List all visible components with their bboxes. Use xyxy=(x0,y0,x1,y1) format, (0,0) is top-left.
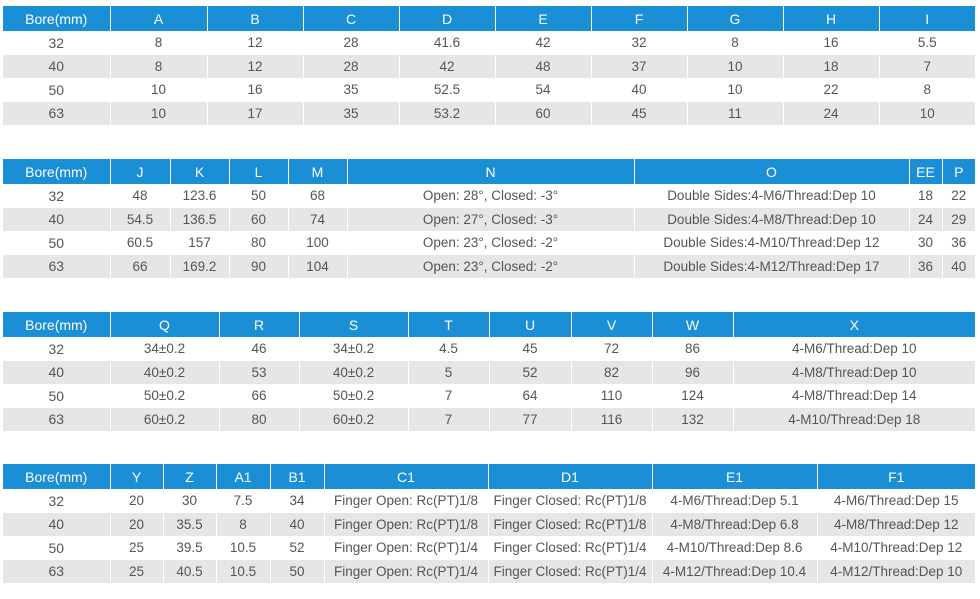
table-cell: 29 xyxy=(942,208,975,232)
table-cell: 52 xyxy=(270,536,324,560)
table-cell: 24 xyxy=(783,102,879,126)
column-header: F xyxy=(591,6,687,31)
table-cell: 34 xyxy=(270,489,324,513)
table-cell: 74 xyxy=(288,208,347,232)
table-cell: 8 xyxy=(110,31,207,55)
table-cell: 40±0.2 xyxy=(299,361,408,385)
table-cell: 36 xyxy=(909,255,942,279)
column-header: N xyxy=(347,159,634,184)
table-cell: 40 xyxy=(3,55,110,79)
table-row xyxy=(3,255,975,279)
table-row xyxy=(3,489,975,513)
column-header: X xyxy=(733,312,975,337)
dimension-table-3 xyxy=(3,312,975,431)
table-cell: 28 xyxy=(303,55,399,79)
table-cell: 53 xyxy=(219,361,299,385)
table-row xyxy=(3,78,975,102)
table-row xyxy=(3,102,975,126)
table-cell: 50 xyxy=(3,384,110,408)
table-cell: 8 xyxy=(110,55,207,79)
table-cell: 8 xyxy=(216,513,270,537)
dimension-table-4 xyxy=(3,464,975,583)
table-cell: Double Sides:4-M6/Thread:Dep 10 xyxy=(634,184,909,208)
table-cell: 4-M12/Thread:Dep 10 xyxy=(817,560,975,584)
column-header: A1 xyxy=(216,464,270,489)
table-cell: 96 xyxy=(652,361,733,385)
table-cell: 45 xyxy=(489,337,571,361)
column-header: T xyxy=(408,312,489,337)
column-header: D1 xyxy=(488,464,652,489)
column-header: P xyxy=(942,159,975,184)
table-cell: Open: 27°, Closed: -3° xyxy=(347,208,634,232)
table-cell: 42 xyxy=(399,55,495,79)
table-cell: 7 xyxy=(408,408,489,432)
table-cell: 50±0.2 xyxy=(110,384,219,408)
table-cell: 10 xyxy=(687,55,783,79)
table-cell: 40 xyxy=(591,78,687,102)
table-cell: 8 xyxy=(687,31,783,55)
table-cell: 4-M12/Thread:Dep 10.4 xyxy=(652,560,817,584)
table-cell: 63 xyxy=(3,255,110,279)
table-cell: 63 xyxy=(3,408,110,432)
table-cell: 30 xyxy=(909,231,942,255)
table-cell: 60±0.2 xyxy=(299,408,408,432)
table-cell: Double Sides:4-M8/Thread:Dep 10 xyxy=(634,208,909,232)
column-header: U xyxy=(489,312,571,337)
table-cell: 4-M10/Thread:Dep 12 xyxy=(817,536,975,560)
table-header-row xyxy=(3,464,975,489)
table-cell: 28 xyxy=(303,31,399,55)
table-cell: 39.5 xyxy=(163,536,216,560)
table-cell: 54 xyxy=(495,78,591,102)
table-cell: 110 xyxy=(571,384,652,408)
table-cell: 50 xyxy=(3,536,110,560)
table-cell: 60 xyxy=(229,208,288,232)
dimension-table-2 xyxy=(3,159,975,278)
table-cell: 68 xyxy=(288,184,347,208)
table-cell: 5 xyxy=(408,361,489,385)
table-cell: 169.2 xyxy=(170,255,229,279)
table-cell: 64 xyxy=(489,384,571,408)
table-cell: 45 xyxy=(591,102,687,126)
table-cell: 136.5 xyxy=(170,208,229,232)
table-cell: 16 xyxy=(783,31,879,55)
table-row xyxy=(3,361,975,385)
column-header: H xyxy=(783,6,879,31)
table-cell: 50 xyxy=(229,184,288,208)
column-header: EE xyxy=(909,159,942,184)
table-cell: 12 xyxy=(207,55,303,79)
table-cell: Finger Closed: Rc(PT)1/8 xyxy=(488,513,652,537)
table-cell: 41.6 xyxy=(399,31,495,55)
table-cell: 7 xyxy=(879,55,975,79)
table-header-row xyxy=(3,6,975,31)
table-cell: 4-M8/Thread:Dep 12 xyxy=(817,513,975,537)
column-header: Y xyxy=(110,464,163,489)
table-cell: Open: 23°, Closed: -2° xyxy=(347,231,634,255)
table-cell: 35.5 xyxy=(163,513,216,537)
table-cell: 10 xyxy=(687,78,783,102)
column-header: M xyxy=(288,159,347,184)
table-cell: 66 xyxy=(219,384,299,408)
table-cell: 35 xyxy=(303,102,399,126)
table-cell: 48 xyxy=(495,55,591,79)
table-cell: 52.5 xyxy=(399,78,495,102)
table-cell: 10 xyxy=(879,102,975,126)
table-cell: 32 xyxy=(3,184,110,208)
table-cell: 20 xyxy=(110,513,163,537)
table-cell: 80 xyxy=(219,408,299,432)
table-cell: 7.5 xyxy=(216,489,270,513)
table-cell: 40 xyxy=(3,513,110,537)
table-cell: 52 xyxy=(489,361,571,385)
table-cell: 22 xyxy=(942,184,975,208)
table-cell: 10 xyxy=(110,78,207,102)
table-cell: 66 xyxy=(110,255,170,279)
table-row xyxy=(3,184,975,208)
table-cell: Finger Closed: Rc(PT)1/8 xyxy=(488,489,652,513)
table-cell: 86 xyxy=(652,337,733,361)
table-cell: 32 xyxy=(3,337,110,361)
column-header: B xyxy=(207,6,303,31)
table-row xyxy=(3,55,975,79)
table-cell: 104 xyxy=(288,255,347,279)
dimension-table-1 xyxy=(3,6,975,125)
table-cell: 123.6 xyxy=(170,184,229,208)
table-cell: 4-M8/Thread:Dep 6.8 xyxy=(652,513,817,537)
table-cell: 132 xyxy=(652,408,733,432)
table-cell: 10.5 xyxy=(216,536,270,560)
table-row xyxy=(3,384,975,408)
table-cell: 32 xyxy=(591,31,687,55)
column-header: W xyxy=(652,312,733,337)
column-header: R xyxy=(219,312,299,337)
column-header: Q xyxy=(110,312,219,337)
column-header: S xyxy=(299,312,408,337)
table-cell: 4.5 xyxy=(408,337,489,361)
table-cell: 50 xyxy=(3,78,110,102)
table-cell: 20 xyxy=(110,489,163,513)
table-cell: 30 xyxy=(163,489,216,513)
table-cell: 40 xyxy=(270,513,324,537)
table-cell: 22 xyxy=(783,78,879,102)
table-cell: 40 xyxy=(3,361,110,385)
column-header: K xyxy=(170,159,229,184)
table-row xyxy=(3,231,975,255)
column-header: O xyxy=(634,159,909,184)
table-cell: 40.5 xyxy=(163,560,216,584)
table-cell: 4-M8/Thread:Dep 10 xyxy=(733,361,975,385)
table-cell: 72 xyxy=(571,337,652,361)
table-cell: 25 xyxy=(110,560,163,584)
table-cell: 124 xyxy=(652,384,733,408)
table-row xyxy=(3,408,975,432)
table-cell: Finger Closed: Rc(PT)1/4 xyxy=(488,560,652,584)
table-cell: 12 xyxy=(207,31,303,55)
table-cell: 4-M10/Thread:Dep 18 xyxy=(733,408,975,432)
column-header: C1 xyxy=(324,464,488,489)
table-cell: Open: 23°, Closed: -2° xyxy=(347,255,634,279)
table-row xyxy=(3,337,975,361)
column-header: Bore(mm) xyxy=(3,159,110,184)
table-cell: 8 xyxy=(879,78,975,102)
table-cell: Finger Open: Rc(PT)1/4 xyxy=(324,560,488,584)
column-header: V xyxy=(571,312,652,337)
column-header: A xyxy=(110,6,207,31)
table-cell: 5.5 xyxy=(879,31,975,55)
column-header: L xyxy=(229,159,288,184)
column-header: G xyxy=(687,6,783,31)
table-cell: 25 xyxy=(110,536,163,560)
column-header: F1 xyxy=(817,464,975,489)
column-header: Bore(mm) xyxy=(3,464,110,489)
table-cell: 60 xyxy=(495,102,591,126)
table-cell: 42 xyxy=(495,31,591,55)
column-header: E1 xyxy=(652,464,817,489)
table-cell: 48 xyxy=(110,184,170,208)
table-cell: 40 xyxy=(3,208,110,232)
table-row xyxy=(3,31,975,55)
table-cell: 80 xyxy=(229,231,288,255)
table-cell: 16 xyxy=(207,78,303,102)
column-header: J xyxy=(110,159,170,184)
table-cell: Double Sides:4-M10/Thread:Dep 12 xyxy=(634,231,909,255)
table-cell: 63 xyxy=(3,102,110,126)
table-cell: 60.5 xyxy=(110,231,170,255)
column-header: Bore(mm) xyxy=(3,6,110,31)
column-header: E xyxy=(495,6,591,31)
table-cell: 90 xyxy=(229,255,288,279)
table-cell: 18 xyxy=(909,184,942,208)
table-cell: 34±0.2 xyxy=(110,337,219,361)
column-header: B1 xyxy=(270,464,324,489)
table-cell: 46 xyxy=(219,337,299,361)
table-cell: Finger Open: Rc(PT)1/8 xyxy=(324,513,488,537)
table-cell: Finger Closed: Rc(PT)1/4 xyxy=(488,536,652,560)
table-cell: 116 xyxy=(571,408,652,432)
table-cell: 82 xyxy=(571,361,652,385)
table-cell: Double Sides:4-M12/Thread:Dep 17 xyxy=(634,255,909,279)
column-header: I xyxy=(879,6,975,31)
table-cell: 77 xyxy=(489,408,571,432)
table-cell: 7 xyxy=(408,384,489,408)
table-cell: 10.5 xyxy=(216,560,270,584)
table-cell: 100 xyxy=(288,231,347,255)
table-cell: 24 xyxy=(909,208,942,232)
table-header-row xyxy=(3,159,975,184)
table-cell: 11 xyxy=(687,102,783,126)
table-cell: 4-M8/Thread:Dep 14 xyxy=(733,384,975,408)
table-cell: 32 xyxy=(3,489,110,513)
table-cell: Finger Open: Rc(PT)1/8 xyxy=(324,489,488,513)
column-header: C xyxy=(303,6,399,31)
table-cell: Finger Open: Rc(PT)1/4 xyxy=(324,536,488,560)
table-row xyxy=(3,536,975,560)
table-row xyxy=(3,208,975,232)
table-cell: 63 xyxy=(3,560,110,584)
column-header: Bore(mm) xyxy=(3,312,110,337)
table-cell: 53.2 xyxy=(399,102,495,126)
table-row xyxy=(3,560,975,584)
table-cell: 32 xyxy=(3,31,110,55)
table-cell: 60±0.2 xyxy=(110,408,219,432)
table-cell: 40 xyxy=(942,255,975,279)
table-cell: 4-M6/Thread:Dep 5.1 xyxy=(652,489,817,513)
table-cell: Open: 28°, Closed: -3° xyxy=(347,184,634,208)
table-cell: 40±0.2 xyxy=(110,361,219,385)
table-cell: 157 xyxy=(170,231,229,255)
table-header-row xyxy=(3,312,975,337)
table-cell: 50±0.2 xyxy=(299,384,408,408)
table-cell: 54.5 xyxy=(110,208,170,232)
column-header: D xyxy=(399,6,495,31)
table-cell: 18 xyxy=(783,55,879,79)
table-cell: 10 xyxy=(110,102,207,126)
table-cell: 17 xyxy=(207,102,303,126)
table-cell: 50 xyxy=(270,560,324,584)
table-cell: 35 xyxy=(303,78,399,102)
table-row xyxy=(3,513,975,537)
table-cell: 36 xyxy=(942,231,975,255)
table-cell: 4-M10/Thread:Dep 8.6 xyxy=(652,536,817,560)
table-cell: 4-M6/Thread:Dep 15 xyxy=(817,489,975,513)
table-cell: 4-M6/Thread:Dep 10 xyxy=(733,337,975,361)
table-cell: 50 xyxy=(3,231,110,255)
table-cell: 34±0.2 xyxy=(299,337,408,361)
column-header: Z xyxy=(163,464,216,489)
table-cell: 37 xyxy=(591,55,687,79)
